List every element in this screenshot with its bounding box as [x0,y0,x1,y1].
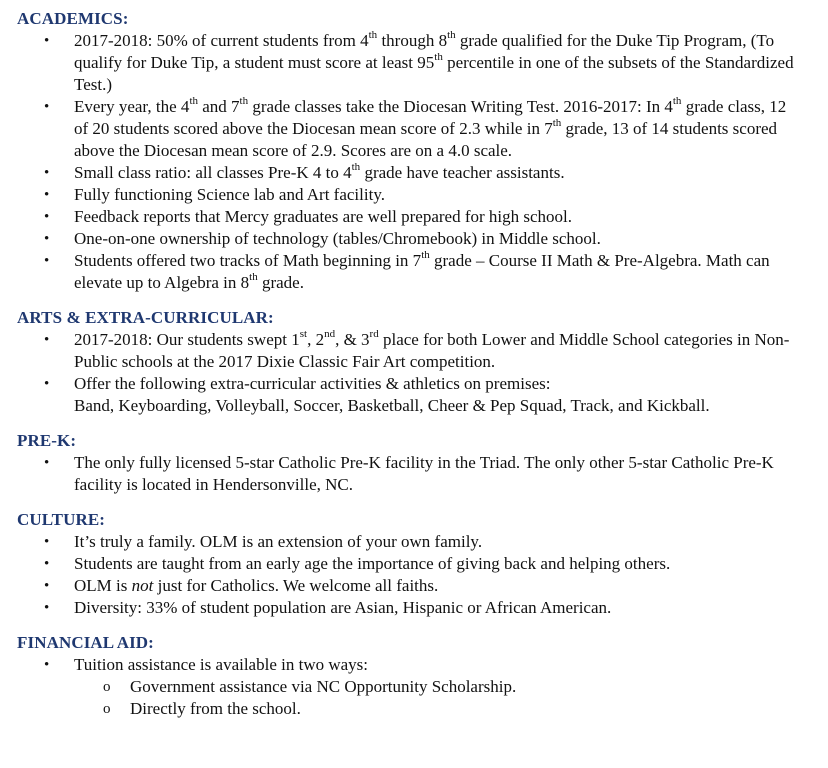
section-academics [0,8,828,294]
section-arts-extra-curricular [0,307,828,417]
list-item-text: 2017-2018: 50% of current students from 4th through 8th grade qualified for the Duke Tip Program, (To qualify for Duke Tip, a student must score at least 95th percentile in one of the subsets of the Standardized Test.) [74,29,794,94]
bullet-icon: • [44,600,50,616]
section-financial-aid [0,632,828,720]
section-heading: CULTURE: [17,510,106,529]
list-item-text: Students offered two tracks of Math beginning in 7th grade – Course II Math & Pre-Algebra. Math can elevate up to Algebra in 8th grade. [74,249,770,292]
list-item-text: OLM is not just for Catholics. We welcome all faiths. [74,576,439,595]
bullet-icon: • [44,534,50,550]
section-heading: PRE-K: [17,431,77,450]
list-item [0,96,828,162]
list-item-text: Feedback reports that Mercy graduates are well prepared for high school. [74,207,572,226]
list-item [0,228,828,250]
list-item-text: Fully functioning Science lab and Art facility. [74,185,385,204]
list-item-text: Students are taught from an early age the importance of giving back and helping others. [74,554,671,573]
bullet-list [0,654,828,720]
bullet-list [0,329,828,417]
bullet-icon: • [44,657,50,673]
list-item [0,250,828,294]
bullet-icon: • [44,231,50,247]
bullet-list [0,531,828,619]
list-item-text: Tuition assistance is available in two ways: [74,655,369,674]
list-item [0,452,828,496]
list-item [0,329,828,373]
bullet-icon: • [44,332,50,348]
circle-bullet-icon: o [103,701,111,717]
list-item [0,597,828,619]
list-item-text: The only fully licensed 5-star Catholic Pre-K facility in the Triad. The only other 5-star Catholic Pre-K facility is located in Hendersonville, NC. [74,453,774,494]
list-item-text: Every year, the 4th and 7th grade classes take the Diocesan Writing Test. 2016-2017: In 4th grade class, 12 of 20 students scored above the Diocesan mean score of 2.3 while in 7th grade, 13 of 14 students scored above the Diocesan mean score of 2.9. Scores are on a 4.0 scale. [74,95,787,160]
list-item [0,373,828,417]
bullet-icon: • [44,253,50,269]
list-item [0,531,828,553]
section-heading: FINANCIAL AID: [17,633,154,652]
sub-list-item [0,676,802,698]
bullet-icon: • [44,33,50,49]
bullet-icon: • [44,209,50,225]
bullet-icon: • [44,578,50,594]
bullet-icon: • [44,187,50,203]
list-item-text: One-on-one ownership of technology (tables/Chromebook) in Middle school. [74,229,601,248]
sub-bullet-list [0,676,802,720]
section-culture [0,509,828,619]
circle-bullet-icon: o [103,679,111,695]
bullet-list [0,30,828,294]
bullet-list [0,452,828,496]
list-item-text: Offer the following extra-curricular activities & athletics on premises: Band, Keyboarding, Volleyball, Soccer, Basketball, Cheer & Pep Squad, Track, and Kickball. [74,374,710,415]
sub-list-item [0,698,802,720]
bullet-icon: • [44,455,50,471]
list-item [0,30,828,96]
list-item [0,184,828,206]
sub-list-item-text: Directly from the school. [130,699,301,718]
list-item [0,553,828,575]
list-item [0,206,828,228]
list-item [0,162,828,184]
section-heading: ACADEMICS: [17,9,129,28]
list-item [0,575,828,597]
sub-list-item-text: Government assistance via NC Opportunity Scholarship. [130,677,517,696]
list-item-text: Diversity: 33% of student population are Asian, Hispanic or African American. [74,598,612,617]
list-item [0,654,828,720]
section-pre-k [0,430,828,496]
list-item-text: It’s truly a family. OLM is an extension of your own family. [74,532,483,551]
bullet-icon: • [44,165,50,181]
list-item-text: Small class ratio: all classes Pre-K 4 to 4th grade have teacher assistants. [74,161,565,182]
section-heading: ARTS & EXTRA-CURRICULAR: [17,308,274,327]
bullet-icon: • [44,556,50,572]
bullet-icon: • [44,99,50,115]
bullet-icon: • [44,376,50,392]
list-item-text: 2017-2018: Our students swept 1st, 2nd, & 3rd place for both Lower and Middle School categories in Non-Public schools at the 2017 Dixie Classic Fair Art competition. [74,328,790,371]
